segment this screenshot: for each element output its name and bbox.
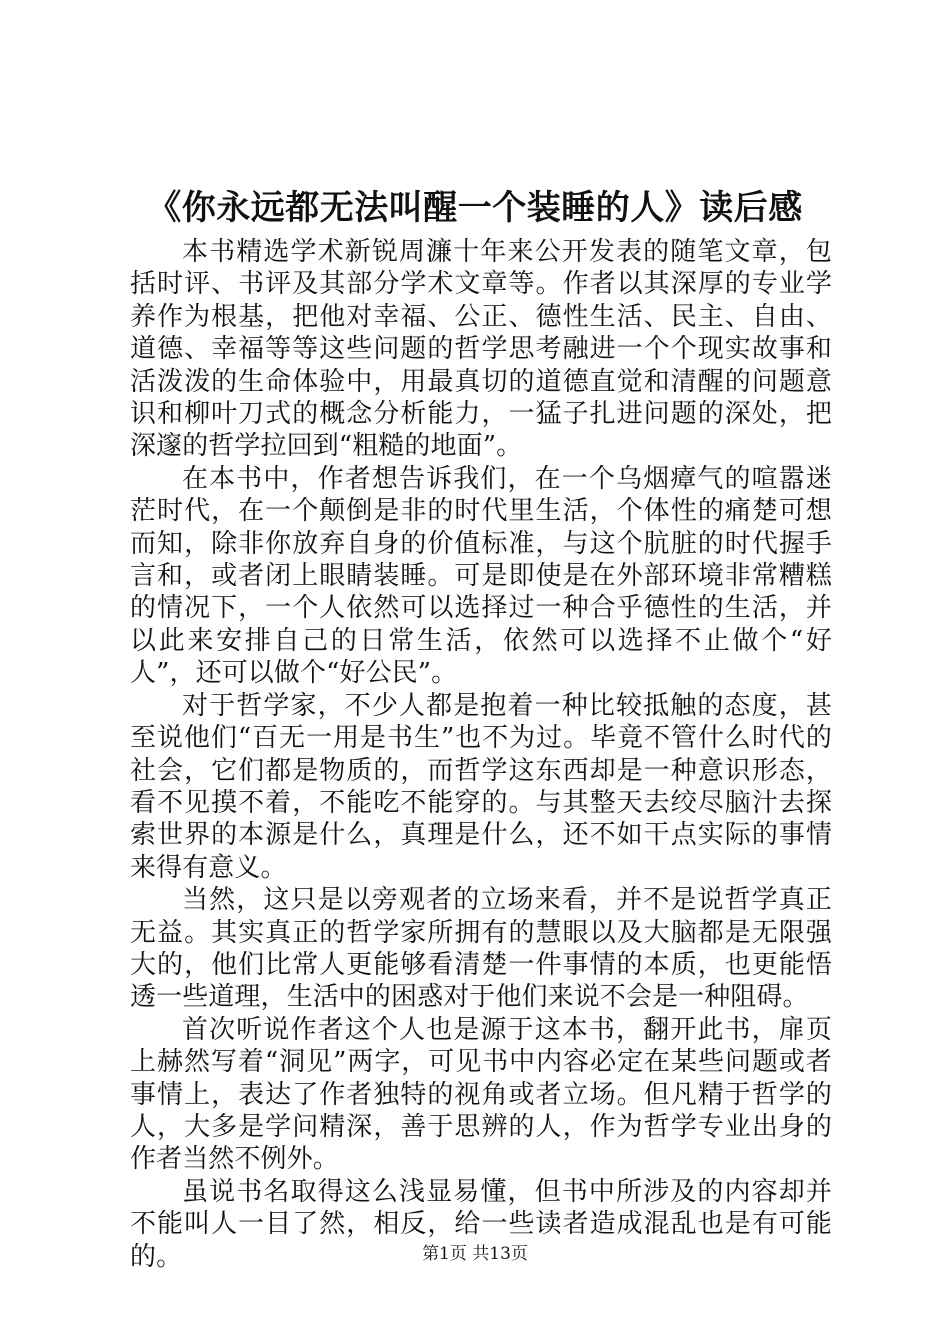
document-title: 《你永远都无法叫醒一个装睡的人》读后感 [147,188,803,228]
page-footer: 第1页 共13页 [422,1244,528,1264]
paragraph-1: 本书精选学术新锐周濂十年来公开发表的随笔文章，包括时评、书评及其部分学术文章等。作者以其深厚的专业学养作为根基，把他对幸福、公正、德性生活、民主、自由、道德、幸福等等这些问题的哲学思考融进一个个现实故事和活泼泼的生命体验中，用最真切的道德直觉和清醒的问题意识和柳叶刀式的概念分析能力，一猛子扎进问题的深处，把深邃的哲学拉回到“粗糙的地面”。 [130,237,832,462]
paragraph-2: 在本书中，作者想告诉我们，在一个乌烟瘴气的喧嚣迷茫时代，在一个颠倒是非的时代里生活，个体性的痛楚可想而知，除非你放弃自身的价值标准，与这个肮脏的时代握手言和，或者闭上眼睛装睡。可是即使是在外部环境非常糟糕的情况下，一个人依然可以选择过一种合乎德性的生活，并以此来安排自己的日常生活，依然可以选择不止做个“好人”，还可以做个“好公民”。 [130,463,832,689]
paragraph-3: 对于哲学家，不少人都是抱着一种比较抵触的态度，甚至说他们“百无一用是书生”也不为过。毕竟不管什么时代的社会，它们都是物质的，而哲学这东西却是一种意识形态，看不见摸不着，不能吃不能穿的。与其整天去绞尽脑汁去探索世界的本源是什么，真理是什么，还不如干点实际的事情来得有意义。 [130,690,832,883]
paragraph-4: 当然，这只是以旁观者的立场来看，并不是说哲学真正无益。其实真正的哲学家所拥有的慧眼以及大脑都是无限强大的，他们比常人更能够看清楚一件事情的本质，也更能悟透一些道理，生活中的困惑对于他们来说不会是一种阻碍。 [130,885,832,1013]
paragraph-5: 首次听说作者这个人也是源于这本书，翻开此书，扉页上赫然写着“洞见”两字，可见书中内容必定在某些问题或者事情上，表达了作者独特的视角或者立场。但凡精于哲学的人，大多是学问精深，善于思辨的人，作为哲学专业出身的作者当然不例外。 [130,1014,832,1175]
paragraph-6: 虽说书名取得这么浅显易懂，但书中所涉及的内容却并不能叫人一目了然，相反，给一些读者造成混乱也是有可能的。 [130,1176,832,1272]
document-body [130,236,832,1273]
